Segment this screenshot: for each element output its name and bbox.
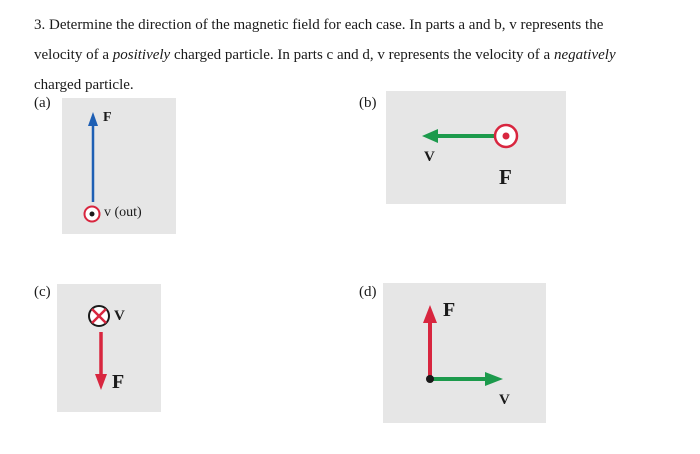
part-c-svg	[57, 284, 161, 412]
part-c-velocity-label: V	[114, 308, 125, 324]
force-arrowhead-down	[95, 374, 107, 390]
question-line-2	[34, 40, 674, 70]
part-b-label: (b)	[359, 95, 377, 111]
part-c-diagram	[57, 284, 161, 412]
part-b-svg	[386, 91, 566, 204]
question-line-3: charged particle.	[34, 77, 134, 93]
part-b-force-label: F	[499, 165, 512, 189]
out-of-page-dot-icon	[90, 212, 95, 217]
velocity-arrowhead-left	[422, 129, 438, 143]
origin-dot	[426, 375, 434, 383]
part-c-label: (c)	[34, 284, 51, 300]
velocity-arrowhead-right	[485, 372, 503, 386]
emphasis-negatively: negatively	[553, 47, 616, 63]
question-line-2-part-a: velocity of a	[34, 47, 113, 63]
part-d-label: (d)	[359, 284, 377, 300]
part-d-force-label: F	[443, 299, 456, 321]
part-b-velocity-label: V	[424, 149, 435, 165]
force-arrowhead-up	[88, 112, 98, 126]
out-of-page-dot-icon	[503, 133, 510, 140]
question-line-1: 3. Determine the direction of the magnetic field for each case. In parts a and b, v represents the	[34, 17, 604, 33]
part-a-diagram	[62, 98, 176, 234]
part-d-velocity-label: V	[499, 392, 510, 408]
part-a-label: (a)	[34, 95, 51, 111]
part-d-svg	[383, 283, 546, 423]
part-b-diagram	[386, 91, 566, 204]
part-c-force-label: F	[112, 371, 125, 393]
force-arrowhead-up	[423, 305, 437, 323]
part-d-diagram	[383, 283, 546, 423]
question-line-2-part-b: charged particle. In parts c and d, v represents the velocity of a	[170, 47, 554, 63]
part-a-force-label: F	[103, 110, 112, 125]
part-a-velocity-label: v (out)	[104, 205, 142, 220]
question-text	[34, 10, 674, 100]
emphasis-positively: positively	[112, 47, 171, 63]
